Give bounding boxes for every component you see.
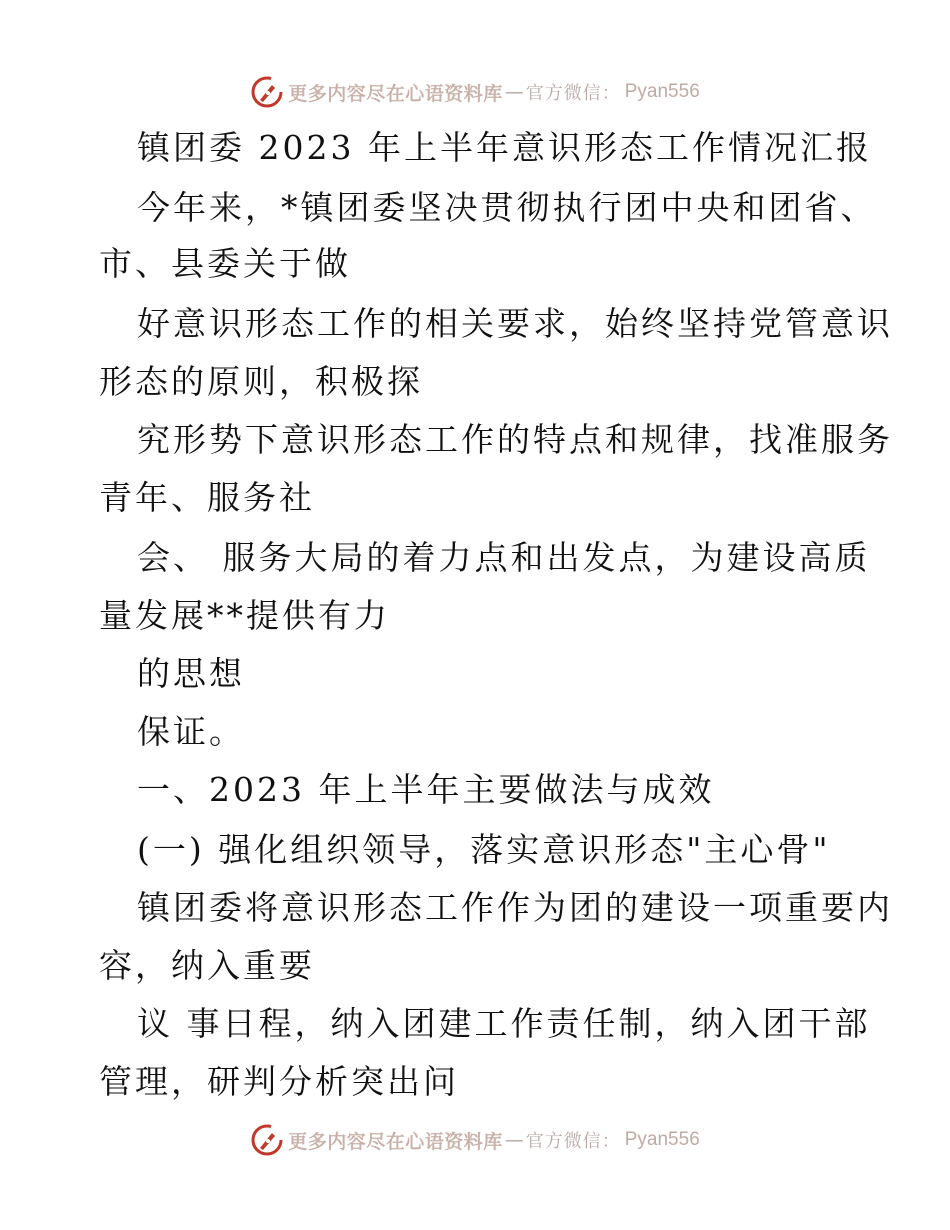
watermark-banner-top xyxy=(0,72,950,112)
watermark-sub-text: 官方微信： xyxy=(525,1131,621,1152)
paragraph-line: 管理，研判分析突出问 xyxy=(99,1062,459,1101)
watermark-id-text: Pyan556 xyxy=(624,81,700,102)
paragraph-line: 会、 服务大局的着力点和出发点，为建设高质 xyxy=(137,538,871,577)
paragraph-line: 保证。 xyxy=(137,712,245,751)
paragraph-line: 好意识形态工作的相关要求，始终坚持党管意识 xyxy=(137,304,893,343)
paragraph-line: 市、县委关于做 xyxy=(99,244,351,283)
watermark-main-text: 更多内容尽在心语资料库 xyxy=(288,82,503,105)
paragraph-line: 议 事日程，纳入团建工作责任制，纳入团干部 xyxy=(137,1004,871,1043)
pen-nib-logo-icon xyxy=(250,1123,284,1157)
paragraph-line: 形态的原则，积极探 xyxy=(99,362,423,401)
paragraph-line: 青年、服务社 xyxy=(99,478,315,517)
section-heading: 一、2023 年上半年主要做法与成效 xyxy=(137,770,715,809)
paragraph-line: 今年来，*镇团委坚决贯彻执行团中央和团省、 xyxy=(137,188,877,227)
watermark-dash: — xyxy=(504,1129,524,1151)
watermark-id-text: Pyan556 xyxy=(624,1129,700,1150)
watermark-dash: — xyxy=(504,81,524,103)
paragraph-line: 究形势下意识形态工作的特点和规律，找准服务 xyxy=(137,420,893,459)
paragraph-line: 的思想 xyxy=(137,654,245,693)
paragraph-line: 量发展**提供有力 xyxy=(99,596,390,635)
pen-nib-logo-icon xyxy=(250,75,284,109)
subsection-heading: (一) 强化组织领导，落实意识形态"主心骨" xyxy=(137,830,831,869)
paragraph-line: 容，纳入重要 xyxy=(99,946,315,985)
paragraph-line: 镇团委将意识形态工作作为团的建设一项重要内 xyxy=(137,888,893,927)
watermark-banner-bottom xyxy=(0,1120,950,1160)
watermark-main-text: 更多内容尽在心语资料库 xyxy=(288,1130,503,1153)
document-title: 镇团委 2023 年上半年意识形态工作情况汇报 xyxy=(137,128,872,167)
watermark-sub-text: 官方微信： xyxy=(525,83,621,104)
